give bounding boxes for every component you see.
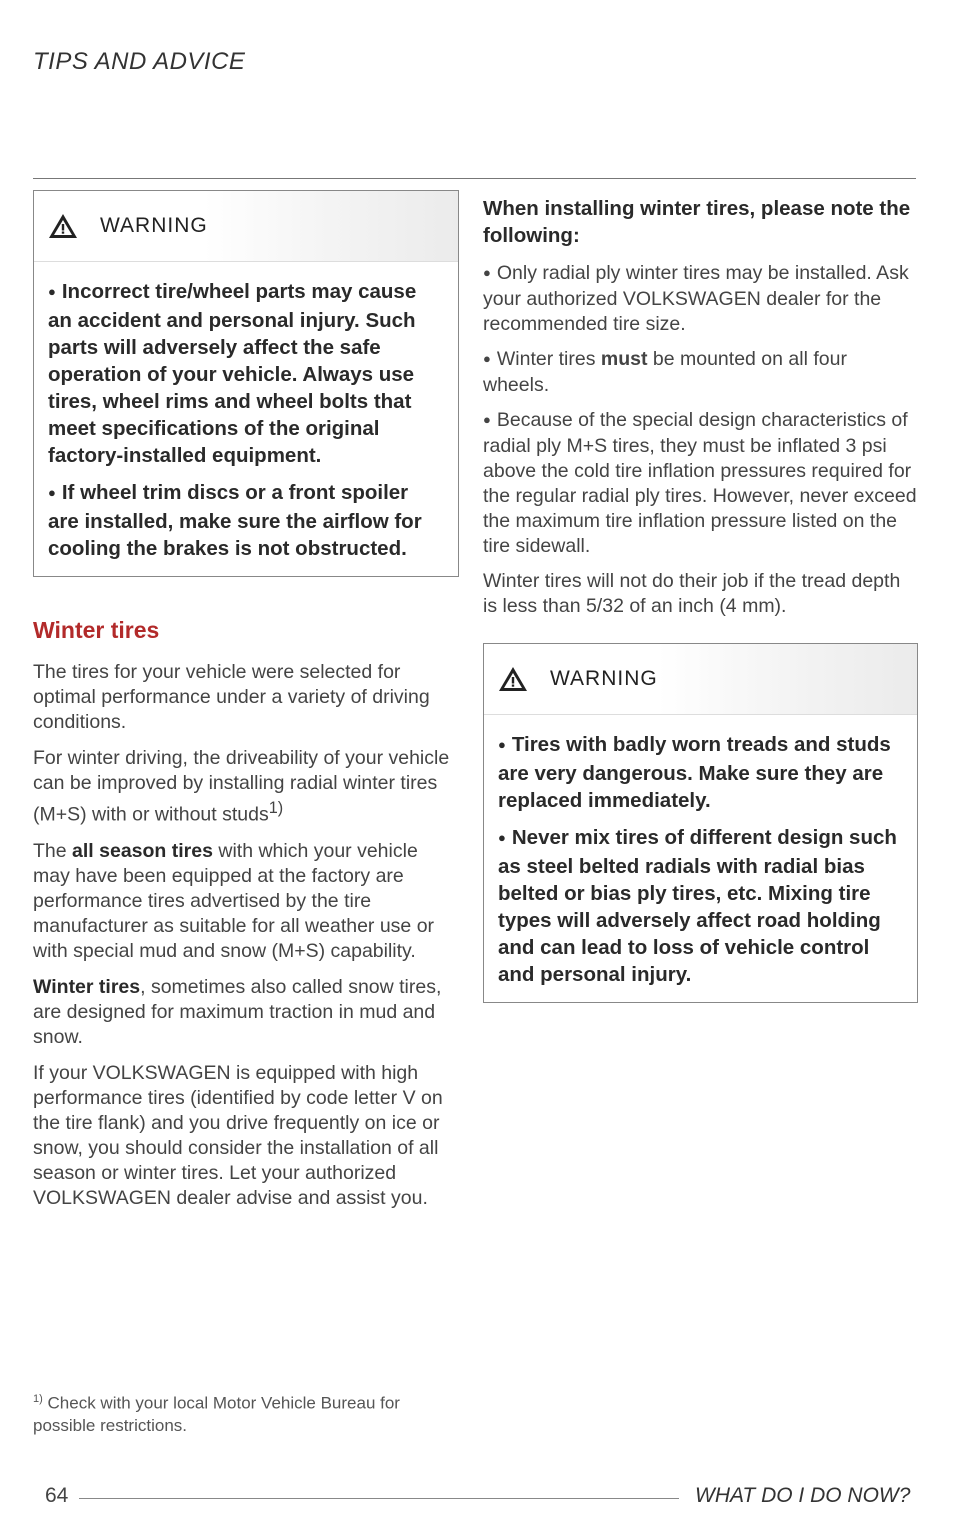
warning-triangle-icon (48, 213, 78, 239)
bullet-item: ● Winter tires must be mounted on all four wheels. (483, 347, 918, 398)
footnote-text: Check with your local Motor Vehicle Bureau for possible restrictions. (33, 1393, 400, 1435)
paragraph: Winter tires will not do their job if the tread depth is less than 5/32 of an inch (4 mm). (483, 570, 901, 617)
warning-title: WARNING (100, 214, 208, 237)
left-column (33, 190, 459, 1222)
footer-divider (79, 1498, 679, 1499)
bold-term: all season tires (72, 839, 213, 862)
bold-term: must (600, 348, 648, 370)
paragraph: If your VOLKSWAGEN is equipped with high performance tires (identified by code letter V on the tire flank) and you drive frequently on ice or snow, you should consider the installation of all season or winter tires. Let your authorized VOLKSWAGEN dealer advise and assist you. (33, 1061, 443, 1209)
paragraph: Winter tires, sometimes also called snow tires, are designed for maximum traction in mud and snow. (33, 975, 442, 1048)
warning-item: ● Never mix tires of different design such as steel belted radials with radial bias belted or bias ply tires, etc. Mixing tire types will adversely affect road holding and can lead to loss of vehicle control and personal injury. (498, 824, 903, 988)
warning-item: ● If wheel trim discs or a front spoiler are installed, make sure the airflow for cooling the brakes is not obstructed. (48, 479, 444, 562)
warning-item: ● Tires with badly worn treads and studs are very dangerous. Make sure they are replaced immediately. (498, 731, 903, 814)
warning-box (483, 643, 918, 1003)
warning-triangle-icon (498, 666, 528, 692)
warning-body (484, 715, 917, 1002)
top-rule (33, 178, 916, 179)
warning-header (484, 644, 917, 715)
warning-header (34, 191, 458, 262)
footnote-mark: 1) (268, 799, 284, 817)
footnote-mark: 1) (33, 1393, 43, 1405)
paragraph: The all season tires with which your vehicle may have been equipped at the factory are performance tires advertised by the tire manufacturer as suitable for all weather use or with special mud and snow (M+S) capability. (33, 839, 435, 962)
warning-item: ● Incorrect tire/wheel parts may cause an accident and personal injury. Such parts will adversely affect the safe operation of your vehicle. Always use tires, wheel rims and wheel bolts that meet specifications of the original factory-installed equipment. (48, 278, 444, 469)
right-column (483, 195, 918, 1003)
footnote (33, 1388, 459, 1437)
warning-title: WARNING (550, 667, 658, 690)
footer-title: WHAT DO I DO NOW? (695, 1484, 911, 1507)
installing-text (483, 261, 918, 619)
bullet-item: ● Only radial ply winter tires may be installed. Ask your authorized VOLKSWAGEN dealer for the recommended tire size. (483, 261, 918, 337)
section-header: TIPS AND ADVICE (33, 48, 246, 75)
page-number: 64 (45, 1484, 69, 1507)
bold-term: Winter tires (33, 975, 141, 998)
winter-tires-heading: Winter tires (33, 617, 160, 643)
paragraph: The tires for your vehicle were selected for optimal performance under a variety of driving conditions. (33, 661, 430, 733)
warning-body (34, 262, 458, 576)
paragraph: For winter driving, the driveability of your vehicle can be improved by installing radial winter tires (M+S) with or without studs$^{1)}$ (33, 747, 450, 826)
page-footer (33, 1484, 916, 1510)
installing-heading: When installing winter tires, please note the following: (483, 197, 911, 247)
winter-tires-text (33, 660, 459, 1211)
bullet-item: ● Because of the special design characteristics of radial ply M+S tires, they must be inflated 3 psi above the cold tire inflation pressures required for the regular radial ply tires. However, never exceed the maximum tire inflation pressure listed on the tire sidewall. (483, 408, 918, 559)
warning-box (33, 190, 459, 577)
